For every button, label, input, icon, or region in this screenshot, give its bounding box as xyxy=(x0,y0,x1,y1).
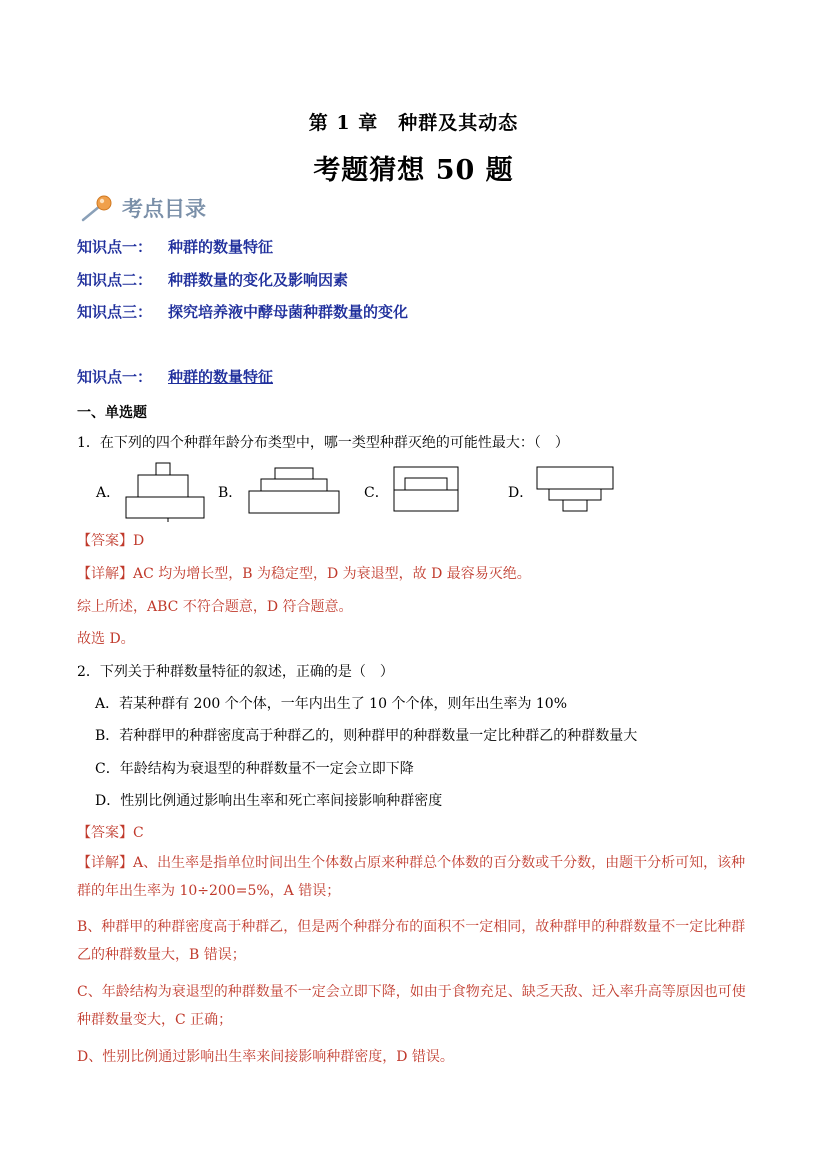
figure-label-c: C． xyxy=(364,485,389,501)
section-link[interactable] xyxy=(77,366,273,387)
question-2-option-d: D．性别比例通过影响出生率和死亡率间接影响种群密度 xyxy=(95,793,443,809)
toc-item-key: 知识点一： xyxy=(77,238,153,256)
toc-item-2[interactable] xyxy=(77,269,348,290)
question-2-explanation-a: 【详解】A、出生率是指单位时间出生个体数占原来种群总个体数的百分数或千分数，由题干分析可知，该种群的年出生率为 10÷200=5%，A 错误； xyxy=(77,855,746,899)
age-pyramid-d xyxy=(534,464,616,514)
toc-item-title: 种群数量的变化及影响因素 xyxy=(168,271,349,289)
figure-label-b: B． xyxy=(218,485,243,501)
part-heading: 一、单选题 xyxy=(77,405,147,421)
toc-item-key: 知识点二： xyxy=(77,271,153,289)
question-2-option-b: B．若种群甲的种群密度高于种群乙的，则种群甲的种群数量一定比种群乙的种群数量大 xyxy=(95,728,638,744)
toc-item-key: 知识点三： xyxy=(77,303,153,321)
question-1-detail: 【详解】AC 均为增长型，B 为稳定型，D 为衰退型，故 D 最容易灭绝。 xyxy=(77,566,531,582)
question-1-summary: 综上所述，ABC 不符合题意，D 符合题意。 xyxy=(77,599,353,615)
toc-heading xyxy=(80,193,206,223)
age-pyramid-b xyxy=(246,465,341,515)
question-2-explanation-b: B、种群甲的种群密度高于种群乙，但是两个种群分布的面积不一定相同，故种群甲的种群数量不一定比种群乙的种群数量大，B 错误； xyxy=(77,919,746,963)
question-2-answer: 【答案】C xyxy=(77,825,144,841)
toc-heading-label: 考点目录 xyxy=(122,197,206,221)
question-1-stem: 1．在下列的四个种群年龄分布类型中，哪一类型种群灭绝的可能性最大：（ ） xyxy=(77,435,569,451)
question-1-choice: 故选 D。 xyxy=(77,631,135,647)
toc-item-title: 种群的数量特征 xyxy=(168,238,274,256)
age-pyramid-c xyxy=(391,464,461,514)
section-title: 种群的数量特征 xyxy=(168,368,274,386)
question-2-option-a: A．若某种群有 200 个个体，一年内出生了 10 个个体，则年出生率为 10% xyxy=(95,696,568,712)
question-2-explanation-d: D、性别比例通过影响出生率来间接影响种群密度，D 错误。 xyxy=(77,1049,454,1065)
question-2-explanation-c: C、年龄结构为衰退型的种群数量不一定会立即下降，如由于食物充足、缺乏天敌、迁入率升高等原因也可使种群数量变大，C 正确； xyxy=(77,984,746,1028)
question-2-option-c: C．年龄结构为衰退型的种群数量不一定会立即下降 xyxy=(95,761,414,777)
page-title: 考题猜想 50 题 xyxy=(313,155,514,186)
toc-item-3[interactable] xyxy=(77,301,408,322)
chapter-title: 第 1 章 种群及其动态 xyxy=(308,112,519,134)
toc-item-1[interactable] xyxy=(77,236,273,257)
age-pyramid-a xyxy=(123,462,207,524)
question-2-stem: 2．下列关于种群数量特征的叙述，正确的是（ ） xyxy=(77,664,394,680)
figure-label-d: D． xyxy=(508,485,534,501)
section-key: 知识点一： xyxy=(77,368,153,386)
question-1-answer: 【答案】D xyxy=(77,533,145,549)
pushpin-icon xyxy=(80,193,116,223)
toc-item-title: 探究培养液中酵母菌种群数量的变化 xyxy=(168,303,409,321)
figure-label-a: A． xyxy=(96,485,121,501)
